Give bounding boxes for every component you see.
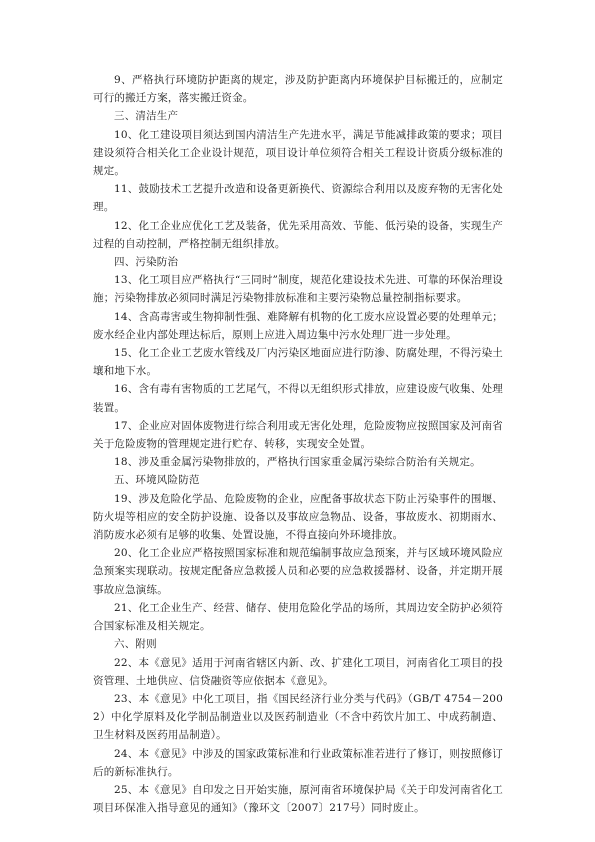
document-body	[93, 71, 503, 817]
section-heading-risk-prevention: 五、环境风险防范	[114, 474, 200, 487]
section-heading-supplementary: 六、附则	[114, 638, 157, 651]
paragraph-22: 22、本《意见》适用于河南省辖区内新、改、扩建化工项目，河南省化工项目的投资管理、土地供应、信贷融资等应依据本《意见》。	[93, 656, 503, 687]
paragraph-17: 17、企业应对固体废物进行综合利用或无害化处理，危险废物应按照国家及河南省关于危险废物的管理规定进行贮存、转移，实现安全处置。	[93, 419, 503, 451]
paragraph-10: 10、化工建设项目须达到国内清洁生产先进水平，满足节能减排政策的要求；项目建设须符合相关化工企业设计规范，项目设计单位须符合相关工程设计资质分级标准的规定。	[93, 128, 503, 178]
paragraph-23: 23、本《意见》中化工项目，指《国民经济行业分类与代码》（GB/T 4754－2002）中化学原料及化学制品制造业以及医药制造业（不含中药饮片加工、中成药制造、卫生材料及医药用品制造）。	[93, 692, 503, 742]
paragraph-21: 21、化工企业生产、经营、储存、使用危险化学品的场所，其周边安全防护必须符合国家标准及相关规定。	[93, 601, 503, 633]
paragraph-13: 13、化工项目应严格执行“三同时”制度，规范化建设技术先进、可靠的环保治理设施；污染物排放必须同时满足污染物排放标准和主要污染物总量控制指标要求。	[93, 274, 503, 305]
section-heading-pollution-control: 四、污染防治	[114, 256, 179, 269]
paragraph-9: 9、严格执行环境防护距离的规定，涉及防护距离内环境保护目标搬迁的，应制定可行的搬迁方案，落实搬迁资金。	[93, 74, 503, 105]
paragraph-14: 14、含高毒害或生物抑制性强、难降解有机物的化工废水应设置必要的处理单元；废水经企业内部处理达标后，原则上应进入周边集中污水处理厂进一步处理。	[93, 310, 503, 341]
paragraph-11: 11、鼓励技术工艺提升改造和设备更新换代、资源综合利用以及废弃物的无害化处理。	[93, 183, 503, 214]
paragraph-18: 18、涉及重金属污染物排放的，严格执行国家重金属污染综合防治有关规定。	[114, 456, 481, 469]
paragraph-20: 20、化工企业应严格按照国家标准和规范编制事故应急预案，并与区域环境风险应急预案实现联动。按规定配备应急救援人员和必要的应急救援器材、设备，并定期开展事故应急演练。	[93, 547, 503, 596]
paragraph-12: 12、化工企业应优化工艺及装备，优先采用高效、节能、低污染的设备，实现生产过程的自动控制，严格控制无组织排放。	[93, 219, 503, 250]
paragraph-16: 16、含有毒有害物质的工艺尾气，不得以无组织形式排放，应建设废气收集、处理装置。	[93, 383, 503, 414]
paragraph-25: 25、本《意见》自印发之日开始实施，原河南省环境保护局《关于印发河南省化工项目环保准入指导意见的通知》（豫环文〔2007〕217号）同时废止。	[93, 783, 503, 815]
paragraph-15: 15、化工企业工艺废水管线及厂内污染区地面应进行防渗、防腐处理，不得污染土壤和地下水。	[93, 347, 503, 378]
section-heading-clean-production: 三、清洁生产	[114, 110, 179, 123]
paragraph-19: 19、涉及危险化学品、危险废物的企业，应配备事故状态下防止污染事件的围堰、防火堤等相应的安全防护设施、设备以及事故应急物品、设备，事故废水、初期雨水、消防废水必须有足够的收集、处置设施，不得直接向外环境排放。	[93, 492, 503, 542]
paragraph-24: 24、本《意见》中涉及的国家政策标准和行业政策标准若进行了修订，则按照修订后的新标准执行。	[93, 747, 503, 778]
